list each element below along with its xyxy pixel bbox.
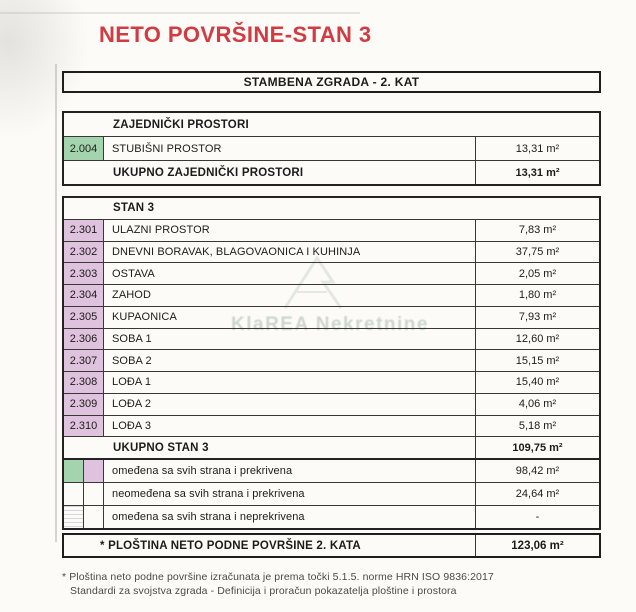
- section-header-row: [64, 198, 599, 219]
- building-header-label: STAMBENA ZGRADA - 2. KAT: [243, 75, 420, 89]
- table-row: [64, 371, 599, 393]
- total-area: 109,75 m²: [475, 437, 599, 458]
- footnote-line1: * Ploština neto podne površine izračunata je prema točki 5.1.5. norme HRN ISO 9836:2017: [62, 571, 494, 583]
- room-area: 5,18 m²: [475, 416, 599, 437]
- legend-area: -: [475, 506, 599, 528]
- room-name: SOBA 2: [112, 354, 152, 367]
- table-row: [64, 393, 599, 415]
- room-code: 2.303: [64, 263, 104, 284]
- room-area: 15,40 m²: [475, 372, 599, 393]
- hatch-swatch: [64, 506, 84, 528]
- footnote-line2: Standardi za svojstva zgrada - Definicija i proračun pokazatelja ploštine i prostora: [70, 585, 457, 597]
- legend-label: omeđena sa svih strana i neprekrivena: [112, 511, 305, 523]
- room-code: 2.306: [64, 329, 104, 350]
- page-title: NETO POVRŠINE-STAN 3: [99, 22, 372, 47]
- total-row: [64, 160, 599, 184]
- room-code: 2.004: [64, 137, 104, 160]
- scan-edge-line: [55, 64, 57, 542]
- room-code: 2.302: [64, 242, 104, 263]
- room-name: DNEVNI BORAVAK, BLAGOVAONICA I KUHINJA: [112, 245, 361, 258]
- apartment-table: [62, 196, 601, 460]
- building-header-box: [62, 71, 601, 93]
- legend-area: 24,64 m²: [475, 483, 599, 505]
- room-name: LOĐA 3: [112, 419, 152, 432]
- room-name: ZAHOD: [112, 289, 151, 302]
- table-row: [64, 284, 599, 306]
- table-row: [64, 349, 599, 371]
- legend-area: 98,42 m²: [475, 460, 599, 482]
- room-name: STUBIŠNI PROSTOR: [112, 142, 222, 155]
- scan-artifact: [0, 12, 360, 14]
- legend-row: [64, 460, 599, 482]
- room-area: 15,15 m²: [475, 350, 599, 371]
- footnote: [62, 570, 494, 598]
- green-swatch: [64, 460, 84, 482]
- empty-swatch: [84, 506, 104, 528]
- section-header-row: [64, 113, 599, 136]
- room-code: 2.305: [64, 307, 104, 328]
- table-row: [64, 306, 599, 328]
- total-label: UKUPNO STAN 3: [113, 441, 209, 454]
- total-area: 13,31 m²: [475, 161, 599, 184]
- total-label: UKUPNO ZAJEDNIČKI PROSTORI: [113, 166, 304, 179]
- room-code: 2.309: [64, 394, 104, 415]
- grand-total-label: * PLOŠTINA NETO PODNE POVRŠINE 2. KATA: [100, 539, 361, 552]
- room-area: 37,75 m²: [475, 242, 599, 263]
- table-row: [64, 328, 599, 350]
- room-code: 2.310: [64, 416, 104, 437]
- room-name: LOĐA 2: [112, 398, 152, 411]
- table-row: [64, 415, 599, 437]
- room-area: 7,93 m²: [475, 307, 599, 328]
- room-code: 2.304: [64, 285, 104, 306]
- table-row: [64, 219, 599, 241]
- table-row: [64, 241, 599, 263]
- room-name: ULAZNI PROSTOR: [112, 224, 210, 237]
- section-label: ZAJEDNIČKI PROSTORI: [113, 118, 249, 131]
- grand-total-box: [62, 533, 601, 558]
- table-row: [64, 136, 599, 160]
- room-name: LOĐA 1: [112, 376, 152, 389]
- legend-label: neomeđena sa svih strana i prekrivena: [112, 488, 305, 500]
- grand-total-area: 123,06 m²: [475, 535, 599, 556]
- section-label: STAN 3: [113, 202, 155, 215]
- room-name: OSTAVA: [112, 267, 155, 280]
- legend-label: omeđena sa svih strana i prekrivena: [112, 465, 293, 477]
- room-area: 13,31 m²: [475, 137, 599, 160]
- room-code: 2.301: [64, 220, 104, 241]
- legend-table: [62, 458, 601, 530]
- room-code: 2.308: [64, 372, 104, 393]
- room-name: SOBA 1: [112, 332, 152, 345]
- empty-swatch: [84, 483, 104, 505]
- room-code: 2.307: [64, 350, 104, 371]
- room-area: 1,80 m²: [475, 285, 599, 306]
- legend-row: [64, 482, 599, 505]
- legend-row: [64, 505, 599, 528]
- table-row: [64, 262, 599, 284]
- empty-swatch: [64, 483, 84, 505]
- pink-swatch: [84, 460, 104, 482]
- room-name: KUPAONICA: [112, 311, 177, 324]
- room-area: 2,05 m²: [475, 263, 599, 284]
- room-area: 12,60 m²: [475, 329, 599, 350]
- room-area: 4,06 m²: [475, 394, 599, 415]
- total-row: [64, 436, 599, 458]
- room-area: 7,83 m²: [475, 220, 599, 241]
- common-areas-table: [62, 111, 601, 186]
- watermark-text: KlaREA Nekretnine: [231, 314, 429, 335]
